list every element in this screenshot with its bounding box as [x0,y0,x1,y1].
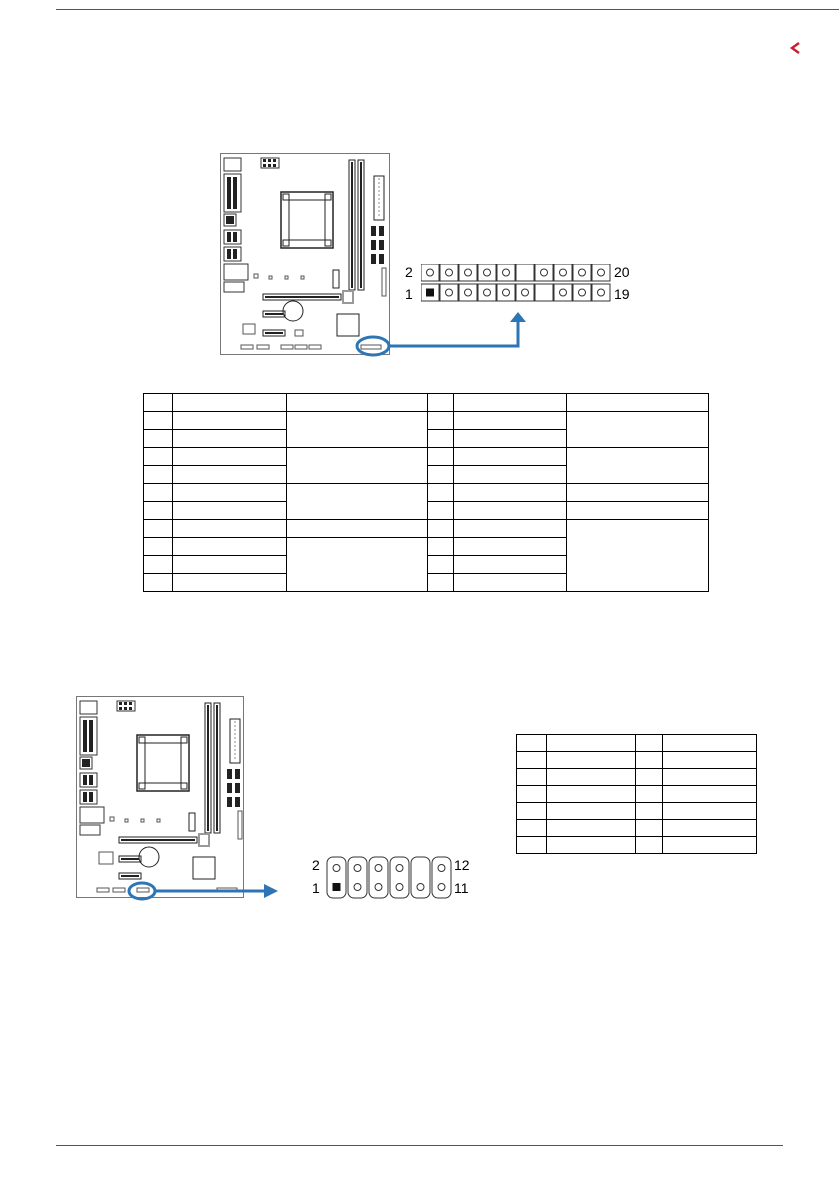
footer-rule [56,1145,783,1146]
chevron-left-icon[interactable] [788,40,802,56]
pin-header-20 [405,262,645,304]
pin-label-bottom-left: 1 [405,286,413,302]
pin-label-top-right: 20 [614,264,630,280]
header-rule [56,9,839,10]
pin-label-top-right-2: 12 [454,857,470,873]
pin-label-bottom-right: 19 [614,286,630,302]
pin-label-bottom-left-2: 1 [312,880,320,896]
pin-label-bottom-right-2: 11 [454,880,469,896]
motherboard-diagram-2 [76,696,244,898]
pointer-arrow-2 [126,876,286,906]
pin-definition-table-2 [516,734,757,854]
pin-definition-table-1 [143,393,709,592]
pin-label-top-left-2: 2 [312,857,320,873]
pin-label-top-left: 2 [405,264,413,280]
pointer-arrow-1 [350,310,530,360]
pin-header-12 [309,855,479,900]
